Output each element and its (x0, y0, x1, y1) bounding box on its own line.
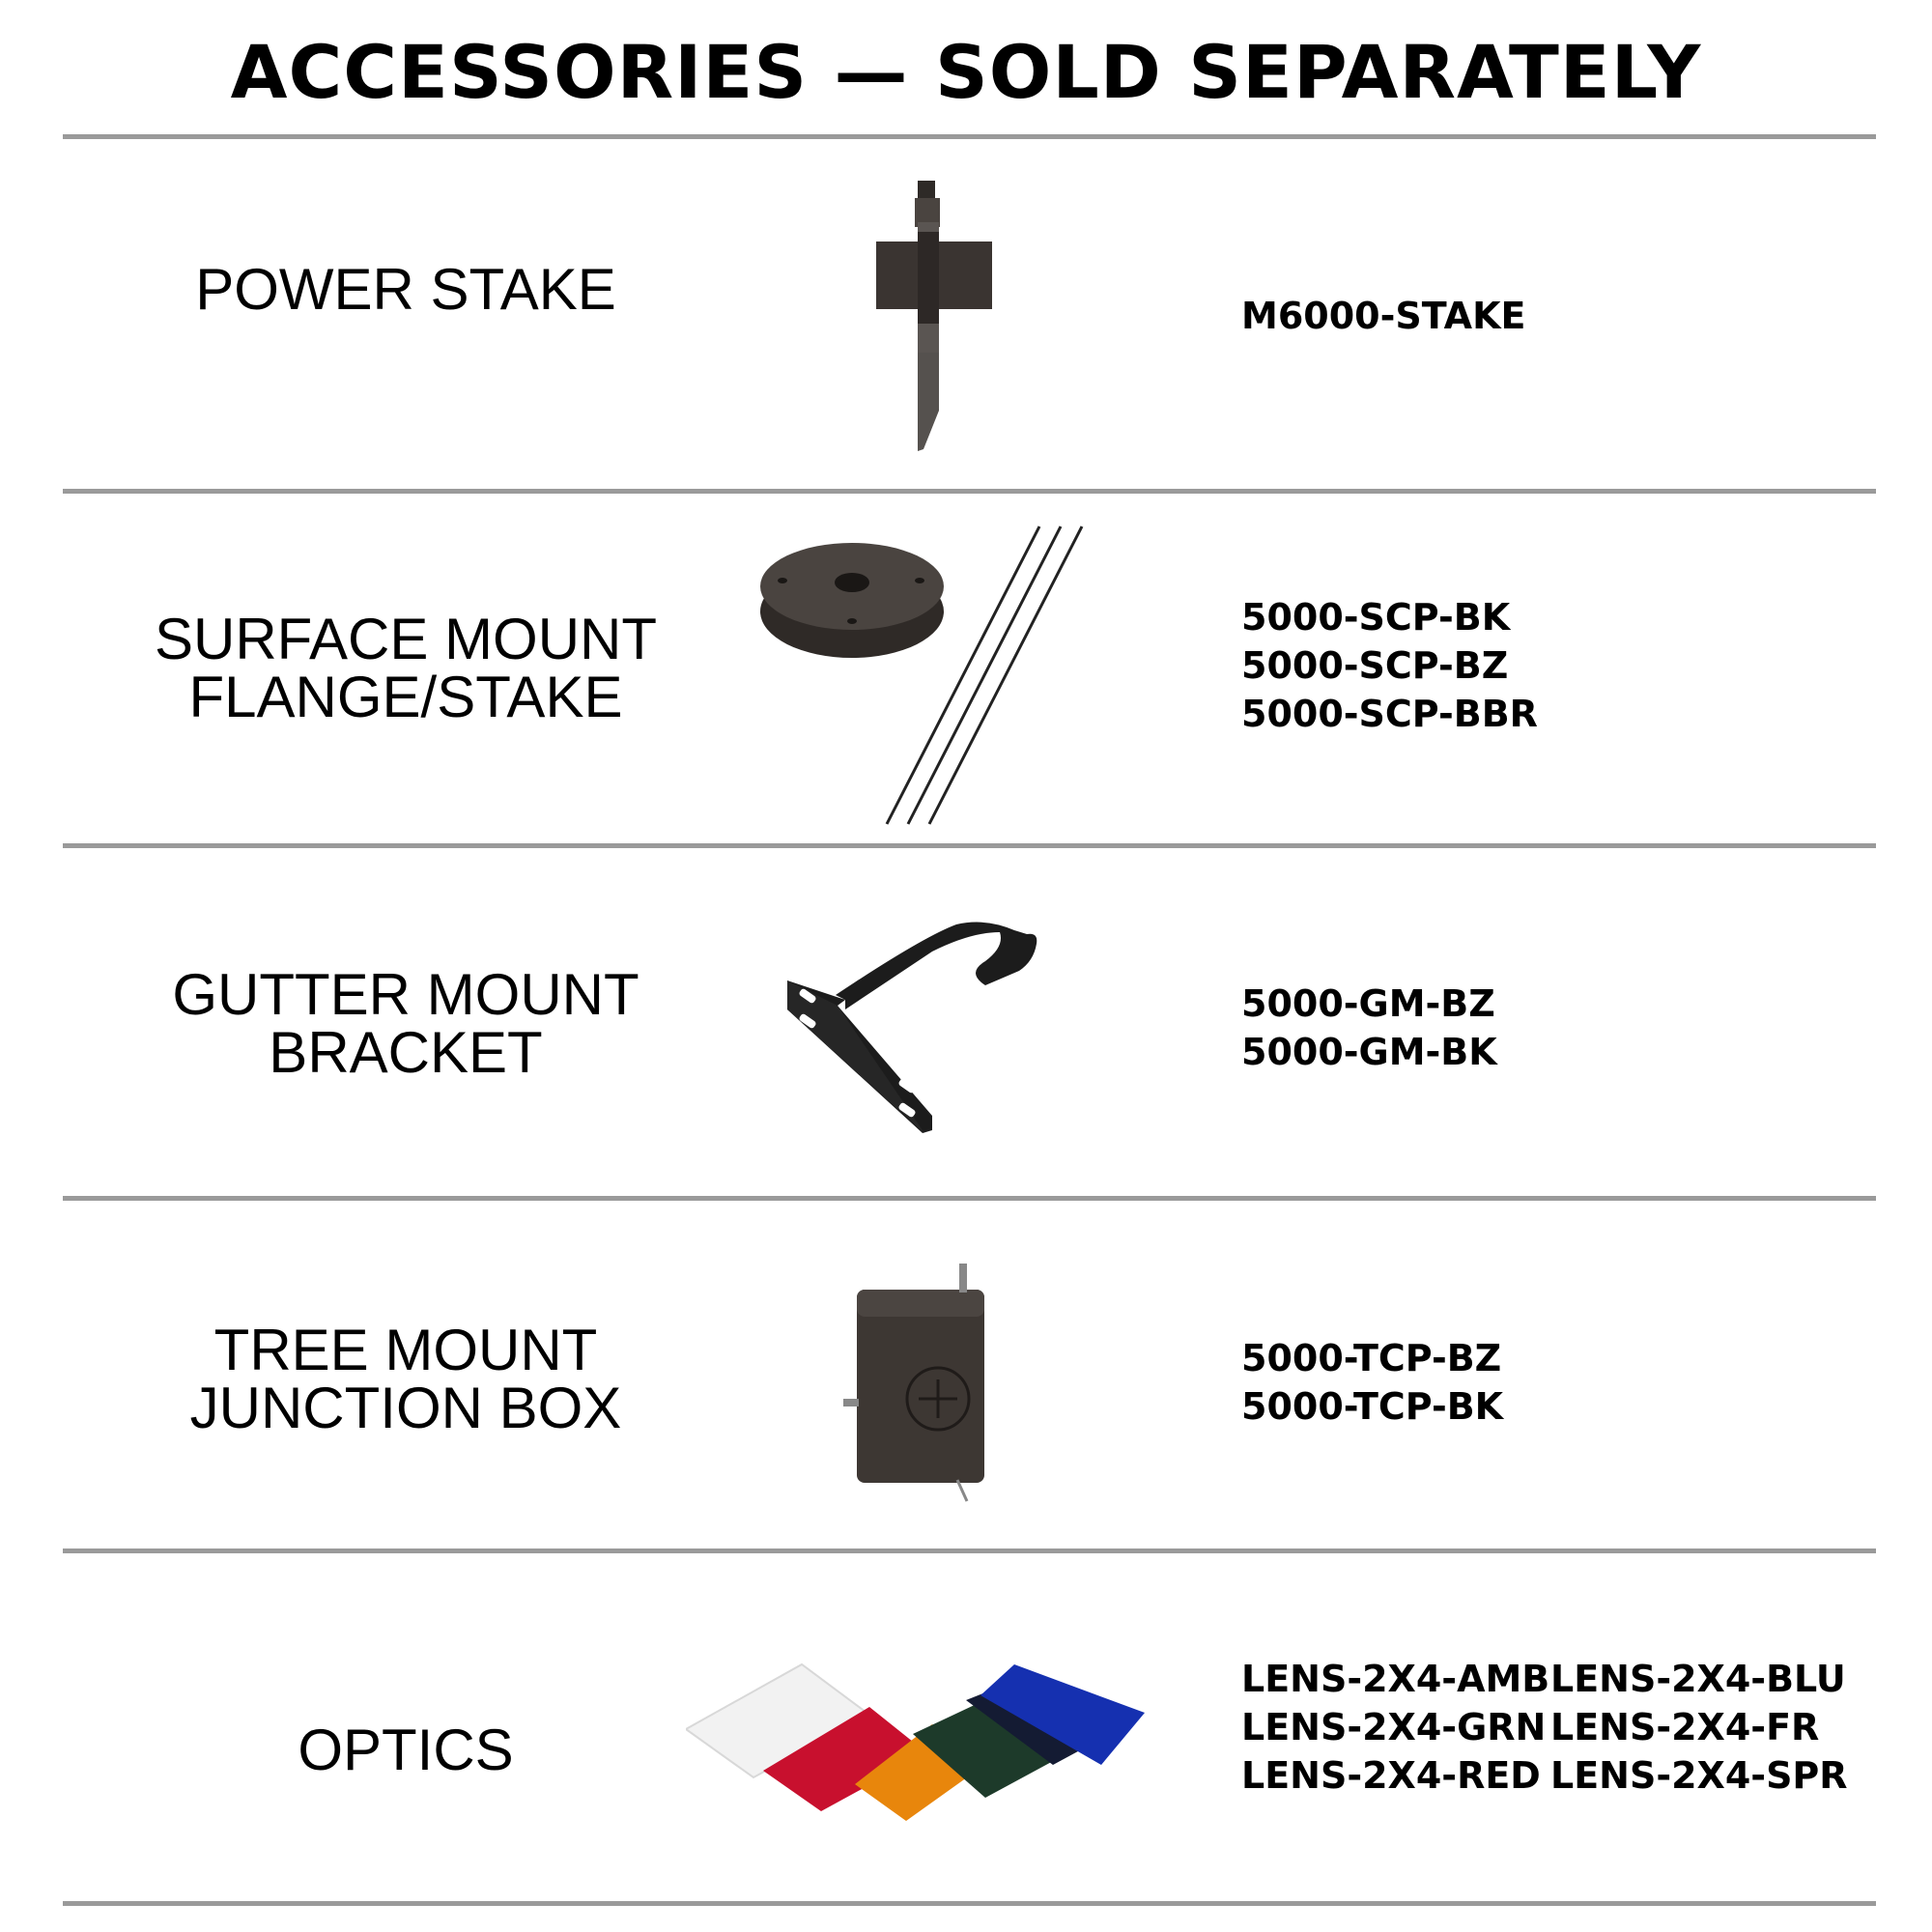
accessory-name-line: SURFACE MOUNT (154, 607, 658, 671)
accessory-name-tree-mount (116, 1318, 696, 1440)
divider (63, 134, 1876, 139)
divider (63, 843, 1876, 848)
tree-mount-junction-box-image (826, 1256, 1000, 1507)
optics-lenses-image (686, 1657, 1150, 1821)
part-number: 5000-SCP-BZ (1241, 644, 1509, 687)
part-number: 5000-SCP-BBR (1241, 693, 1538, 735)
accessory-name-line: JUNCTION BOX (189, 1376, 622, 1440)
part-number: 5000-SCP-BK (1241, 596, 1511, 639)
part-number: LENS-2X4-BLU (1550, 1658, 1846, 1700)
part-number: LENS-2X4-GRN (1241, 1706, 1547, 1748)
accessory-name-line: GUTTER MOUNT (172, 962, 639, 1027)
power-stake-image (860, 179, 1034, 459)
gutter-mount-bracket-image (778, 913, 1077, 1145)
surface-mount-flange-image (753, 517, 1101, 826)
accessory-name-line: POWER STAKE (195, 257, 616, 322)
accessory-name-gutter-mount (116, 962, 696, 1085)
accessory-name-optics (116, 1718, 696, 1782)
divider (63, 1196, 1876, 1201)
part-numbers-optics (1241, 1655, 1848, 1800)
part-number: LENS-2X4-RED (1241, 1754, 1541, 1797)
accessory-name-line: TREE MOUNT (213, 1318, 598, 1382)
part-numbers-gutter-mount (1241, 980, 1497, 1076)
accessory-name-line: OPTICS (298, 1718, 514, 1782)
part-number: 5000-TCP-BZ (1241, 1337, 1502, 1379)
part-number: 5000-GM-BZ (1241, 982, 1495, 1025)
part-number: 5000-GM-BK (1241, 1031, 1497, 1073)
part-number: 5000-TCP-BK (1241, 1385, 1504, 1428)
part-number: LENS-2X4-FR (1550, 1706, 1820, 1748)
accessory-name-power-stake (116, 257, 696, 322)
divider (63, 1548, 1876, 1553)
accessory-name-line: FLANGE/STAKE (188, 665, 623, 729)
part-numbers-tree-mount (1241, 1334, 1503, 1431)
part-numbers-power-stake (1241, 292, 1526, 340)
page-title: ACCESSORIES — SOLD SEPARATELY (230, 29, 1702, 115)
part-number: LENS-2X4-SPR (1550, 1754, 1848, 1797)
divider (63, 489, 1876, 494)
part-numbers-surface-mount (1241, 593, 1538, 738)
divider (63, 1901, 1876, 1906)
part-number: LENS-2X4-AMB (1241, 1658, 1550, 1700)
part-number: M6000-STAKE (1241, 295, 1526, 337)
accessory-name-line: BRACKET (269, 1020, 543, 1085)
accessory-name-surface-mount (116, 607, 696, 729)
